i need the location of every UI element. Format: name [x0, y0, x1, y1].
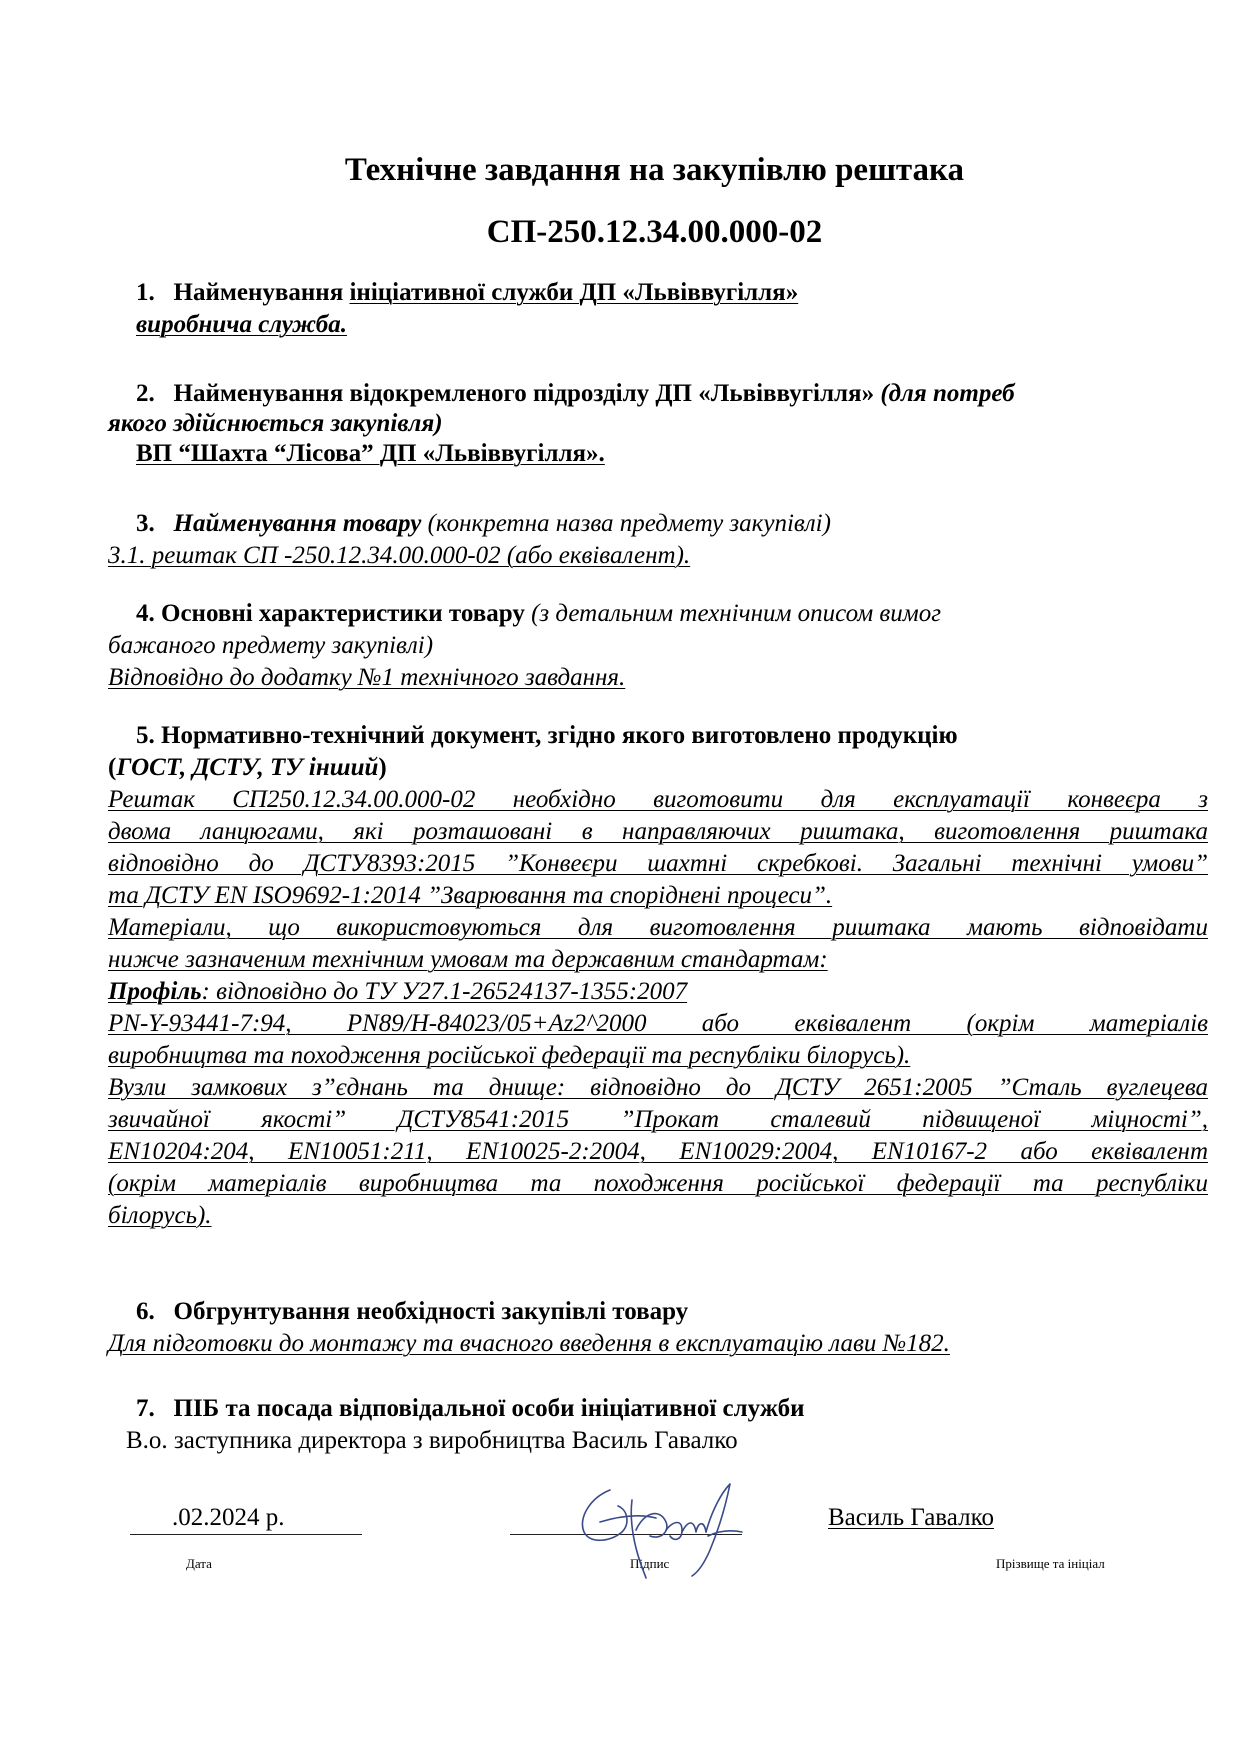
section-6-heading: Обгрунтування необхідності закупівлі товару: [173, 1298, 689, 1325]
section-4-value: Відповідно до додатку №1 технічного завдання.: [108, 664, 626, 691]
section-3-heading: Найменування товару: [173, 510, 422, 537]
section-5-profile-label: Профіль: [108, 978, 202, 1005]
section-1-number: 1.: [136, 279, 155, 306]
section-5-line: відповідно до ДСТУ8393:2015 ”Конвеєри шахтні скребкові. Загальні технічні умови”: [108, 850, 1208, 877]
section-2-note: (для потреб: [874, 380, 1015, 407]
section-2-note-cont: якого здійснюється закупівля): [108, 410, 443, 437]
section-5-line: Матеріали, що використовуються для виготовлення риштака мають відповідати: [108, 914, 1208, 941]
section-3-value: 3.1. рештак СП -250.12.34.00.000-02 (або еквівалент).: [108, 542, 691, 569]
signer-name: Василь Гавалко: [828, 1504, 994, 1531]
section-2-value: ВП “Шахта “Лісова” ДП «Львіввугілля».: [136, 440, 605, 467]
section-5-line: звичайної якості” ДСТУ8541:2015 ”Прокат сталевий підвищеної міцності”,: [108, 1106, 1208, 1133]
section-5-line: виробництва та походження російської федерації та республіки білорусь).: [108, 1042, 911, 1069]
handwritten-signature: [570, 1470, 760, 1580]
date-underline: [130, 1534, 362, 1535]
section-5-heading-standards: ГОСТ, ДСТУ, ТУ інший: [116, 754, 379, 781]
section-1-value: виробнича служба.: [136, 311, 347, 338]
section-7-heading: ПІБ та посада відповідальної особи ініціативної служби: [173, 1395, 805, 1422]
document-code: СП-250.12.34.00.000-02: [486, 214, 823, 250]
section-5-line: Вузли замкових з”єднань та днище: відповідно до ДСТУ 2651:2005 ”Сталь вуглецева: [108, 1074, 1208, 1101]
section-5-line: двома ланцюгами, які розташовані в направляючих риштака, виготовлення риштака: [108, 818, 1208, 845]
section-4: [108, 598, 1208, 694]
section-7: [108, 1393, 1208, 1457]
section-5-line: PN-Y-93441-7:94, PN89/H-84023/05+Az2^2000 або еквівалент (окрім матеріалів: [108, 1010, 1208, 1037]
date-value: .02.2024 р.: [172, 1504, 285, 1531]
caption-date: Дата: [186, 1556, 212, 1571]
section-5-line: EN10204:204, EN10051:211, EN10025-2:2004, EN10029:2004, EN10167-2 або еквівалент: [108, 1138, 1208, 1165]
section-1: [108, 277, 1208, 341]
section-1-heading-underlined: ініціативної служби ДП «Львіввугілля»: [349, 279, 799, 306]
section-6-value: Для підготовки до монтажу та вчасного введення в експлуатацію лави №182.: [108, 1330, 950, 1357]
section-3-note: (конкретна назва предмету закупівлі): [421, 510, 831, 537]
section-5-line: та ДСТУ EN ISO9692-1:2014 ”Зварювання та споріднені процеси”.: [108, 882, 833, 909]
section-6: [108, 1296, 1208, 1360]
section-3-number: 3.: [136, 510, 155, 537]
section-5-line: білорусь).: [108, 1202, 212, 1229]
section-3: [108, 508, 1208, 572]
section-6-number: 6.: [136, 1298, 155, 1325]
section-4-heading: 4. Основні характеристики товару: [136, 600, 525, 627]
section-5: [108, 720, 1208, 1232]
section-5-line: Рештак СП250.12.34.00.000-02 необхідно виготовити для експлуатації конвеєра з: [108, 786, 1208, 813]
section-4-note: (з детальним технічним описом вимог: [524, 600, 941, 627]
section-2-heading: Найменування відокремленого підрозділу ДП «Львіввугілля»: [173, 380, 875, 407]
section-2-number: 2.: [136, 380, 155, 407]
section-5-paren-open: (: [108, 754, 117, 781]
section-5-paren-close: ): [378, 754, 387, 781]
section-7-number: 7.: [136, 1395, 155, 1422]
section-1-heading: Найменування: [173, 279, 350, 306]
section-2: [108, 378, 1208, 470]
section-5-line: (окрім матеріалів виробництва та походження російської федерації та республіки: [108, 1170, 1208, 1197]
section-4-note-cont: бажаного предмету закупівлі): [108, 632, 434, 659]
caption-signature: Підпис: [630, 1556, 670, 1571]
document-title: Технічне завдання на закупівлю рештака: [344, 152, 965, 188]
section-7-value: В.о. заступника директора з виробництва Василь Гавалко: [126, 1427, 738, 1454]
caption-name: Прізвище та ініціал: [996, 1556, 1105, 1571]
section-5-profile-text: : відповідно до ТУ У27.1-26524137-1355:2007: [201, 978, 688, 1005]
section-5-line: нижче зазначеним технічним умовам та державним стандартам:: [108, 946, 828, 973]
section-5-heading: 5. Нормативно-технічний документ, згідно якого виготовлено продукцію: [136, 722, 958, 749]
